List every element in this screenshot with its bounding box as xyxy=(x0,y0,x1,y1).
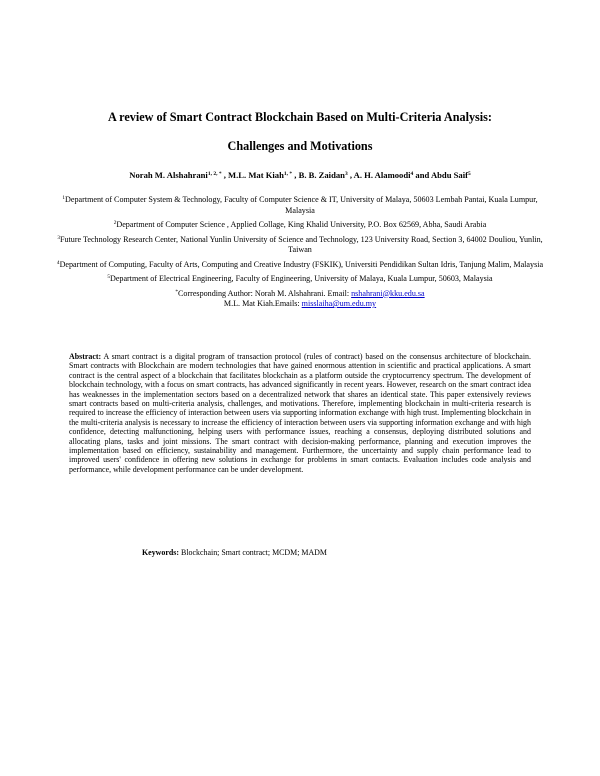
abstract-text: A smart contract is a digital program of transaction protocol (rules of contract) based on the consensus architecture of blockchain. Smart contracts with Blockchain are modern technologies that have gained enormous attention in scientific and practical applications. A smart contract is the central aspect of a blockchain that facilitates blockchain as a platform outside the cryptocurrency spectrum. The development of blockchain technology, with a focus on smart contracts, has advanced significantly in recent years. However, research on the smart contract idea has weaknesses in the implementation sectors based on a decentralized network that shares an identical state. This paper extensively reviews smart contracts based on multi-criteria analysis, challenges, and motivations. Therefore, implementing blockchain in multi-criteria research is required to increase the efficiency of interaction between users via supporting information exchange with high trust. Implementing blockchain in the multi-criteria analysis is necessary to increase the efficiency of interaction between users via supporting information exchange and with high confidence, detecting malfunctioning, helping users with performance issues, reaching a consensus, deploying distributed solutions and allocating plans, tasks and joint missions. The smart contract with decision-making performance, planning and execution improves the implementation based on efficiency, sustainability and management. Furthermore, the uncertainty and supply chain performance lead to improved users' confidence in offering new solutions in exchange for problems in smart contacts. Evaluation includes code analysis and performance, while development performance can be under development. xyxy=(69,352,531,474)
author-separator: , xyxy=(292,170,299,180)
second-email-line xyxy=(48,299,552,310)
author-name: M.L. Mat Kiah xyxy=(228,170,284,180)
author-name: A. H. Alamoodi xyxy=(353,170,411,180)
author-name: B. B. Zaidan xyxy=(298,170,345,180)
affiliation-marker: 2 xyxy=(113,220,117,226)
keywords-label: Keywords: xyxy=(142,548,180,557)
second-author-email-text: M.L. Mat Kiah.Emails: xyxy=(223,299,302,308)
affiliation-text: Department of Computing, Faculty of Arts, Computing and Creative Industry (FSKIK), Universiti Pendidikan Sultan Idris, Tanjung Malim, Malaysia xyxy=(59,259,544,269)
abstract-label: Abstract: xyxy=(69,352,102,361)
corresponding-email-link[interactable]: nshahrani@kku.edu.sa xyxy=(351,288,425,298)
affiliation-marker: 3 xyxy=(57,234,60,241)
affiliation-marker: 5 xyxy=(107,274,110,280)
author-affiliation-marker: 1, * xyxy=(283,171,293,177)
corresponding-author-text: Corresponding Author: Norah M. Alshahrani. Email: xyxy=(178,288,352,298)
paper-title-line-2: Challenges and Motivations xyxy=(227,139,373,153)
author-affiliation-marker: 3 xyxy=(344,171,348,177)
author-separator: , xyxy=(221,170,229,180)
affiliation-1 xyxy=(48,195,552,216)
corresponding-author-line xyxy=(48,289,552,300)
author-list xyxy=(40,170,560,181)
affiliation-text: Future Technology Research Center, National Yunlin University of Science and Technology, 123 University Road, Section 3, 64002 Douliou, Yunlin, Taiwan xyxy=(59,234,543,254)
author-name: Abdu Saif xyxy=(430,170,468,180)
affiliation-4 xyxy=(48,260,552,271)
paper-title-line-1: A review of Smart Contract Blockchain Based on Multi-Criteria Analysis: xyxy=(108,110,492,124)
affiliation-text: Department of Computer Science , Applied Collage, King Khalid University, P.O. Box 62569, Abha, Saudi Arabia xyxy=(116,220,487,229)
second-email-link[interactable]: misslaiha@um.edu.my xyxy=(301,299,377,308)
author-separator: , xyxy=(347,170,354,180)
corresponding-marker: * xyxy=(175,288,178,295)
affiliation-text: Department of Computer System & Technology, Faculty of Computer Science & IT, University of Malaya, 50603 Lembah Pantai, Kuala Lumpur, Malaysia xyxy=(65,195,538,215)
affiliation-3 xyxy=(48,235,552,256)
author-name: Norah M. Alshahrani xyxy=(129,170,208,180)
keywords-text: Blockchain; Smart contract; MCDM; MADM xyxy=(179,548,327,557)
author-affiliation-marker: 4 xyxy=(410,171,414,177)
keywords-line xyxy=(142,548,327,558)
affiliation-marker: 4 xyxy=(56,259,60,266)
author-affiliation-marker: 5 xyxy=(467,171,471,177)
affiliation-text: Department of Electrical Engineering, Faculty of Engineering, University of Malaya, Kuala Lumpur, 50603, Malaysia xyxy=(109,274,493,283)
author-separator: and xyxy=(413,170,431,180)
author-affiliation-marker: 1, 2, * xyxy=(207,171,222,177)
affiliations xyxy=(48,195,552,310)
affiliation-marker: 1 xyxy=(62,195,66,201)
affiliation-5 xyxy=(48,274,552,285)
abstract-paragraph xyxy=(69,352,531,474)
affiliation-2 xyxy=(48,220,552,231)
